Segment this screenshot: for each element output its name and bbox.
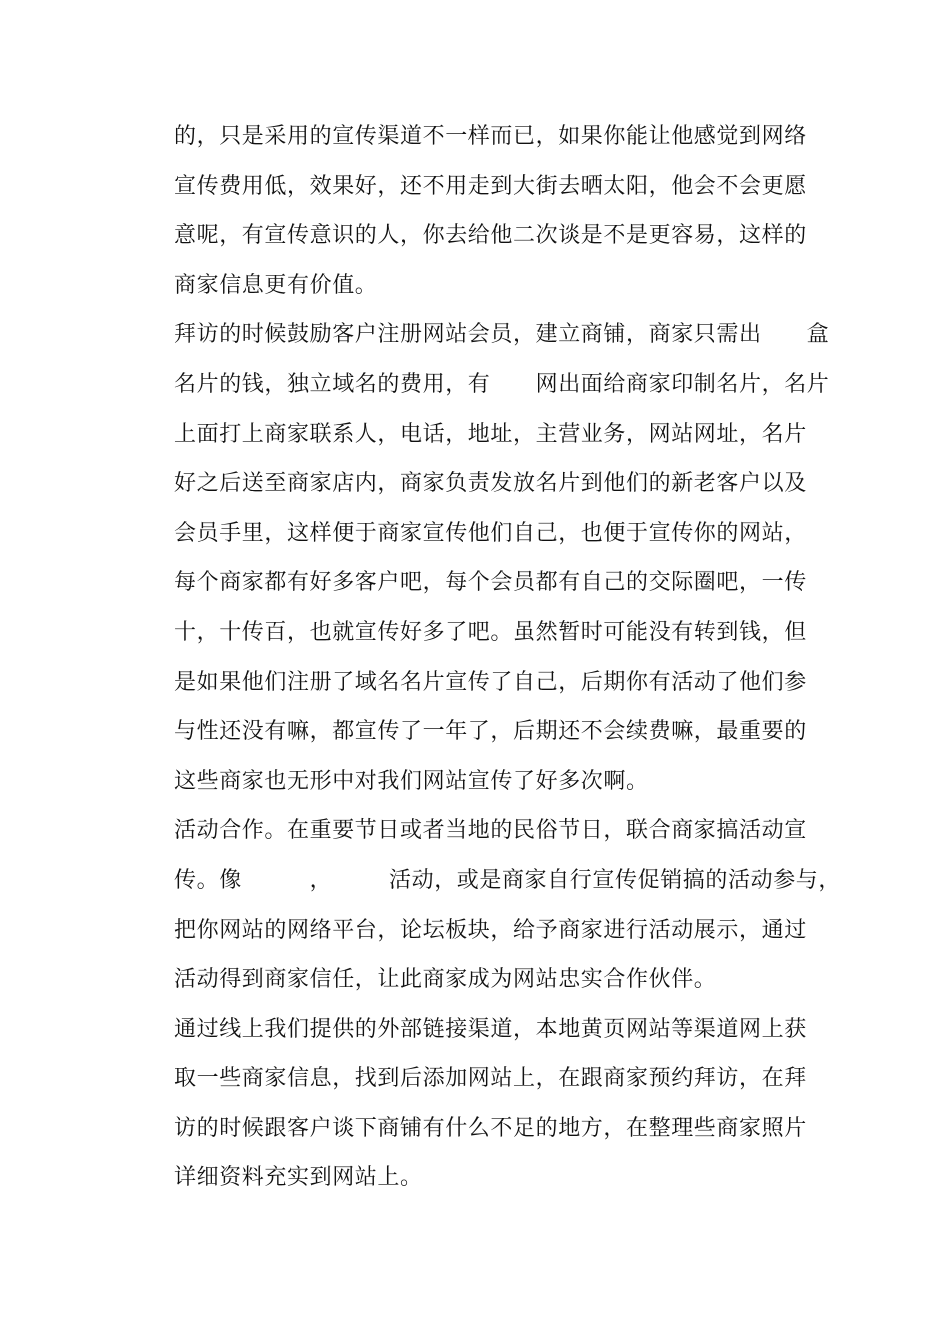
text-line: 取一些商家信息，找到后添加网站上，在跟商家预约拜访，在拜 [174,1066,807,1092]
text-line: 是如果他们注册了域名名片宣传了自己，后期你有活动了他们参 [174,669,807,695]
text-line: 把你网站的网络平台，论坛板块，给予商家进行活动展示，通过 [174,917,807,943]
text-line: 拜访的时候鼓励客户注册网站会员，建立商铺，商家只需出 盒 [174,322,830,348]
text-line: 宣传费用低，效果好，还不用走到大街去晒太阳，他会不会更愿 [174,173,807,199]
text-line: 好之后送至商家店内，商家负责发放名片到他们的新老客户以及 [174,471,807,497]
text-line: 商家信息更有价值。 [174,272,378,298]
paragraph-4 [174,1005,814,1203]
text-line: 十，十传百，也就宣传好多了吧。虽然暂时可能没有转到钱，但 [174,619,807,645]
paragraph-3 [174,806,842,1004]
text-line: 活动得到商家信任，让此商家成为网站忠实合作伙伴。 [174,967,717,993]
text-line: 的，只是采用的宣传渠道不一样而已，如果你能让他感觉到网络 [174,124,807,149]
text-line: 会员手里，这样便于商家宣传他们自己，也便于宣传你的网站， [174,520,807,546]
text-line: 意呢，有宣传意识的人，你去给他二次谈是不是更容易，这样的 [174,223,807,249]
paragraph-1 [174,112,814,310]
paragraph-2 [174,310,830,806]
text-line: 名片的钱，独立域名的费用，有 网出面给商家印制名片，名片 [174,371,830,397]
text-line: 传。像 ， 活动，或是商家自行宣传促销搞的活动参与， [174,867,842,893]
text-line: 访的时候跟客户谈下商铺有什么不足的地方，在整理些商家照片 [174,1115,807,1141]
text-line: 这些商家也无形中对我们网站宣传了好多次啊。 [174,768,649,794]
text-line: 与性还没有嘛，都宣传了一年了，后期还不会续费嘛，最重要的 [174,719,807,745]
text-line: 详细资料充实到网站上。 [174,1165,423,1191]
text-line: 活动合作。在重要节日或者当地的民俗节日，联合商家搞活动宣 [174,818,807,844]
document-body [174,112,842,1203]
text-line: 每个商家都有好多客户吧，每个会员都有自己的交际圈吧，一传 [174,570,807,596]
text-line: 通过线上我们提供的外部链接渠道，本地黄页网站等渠道网上获 [174,1016,807,1042]
text-line: 上面打上商家联系人，电话，地址，主营业务，网站网址，名片 [174,421,807,447]
